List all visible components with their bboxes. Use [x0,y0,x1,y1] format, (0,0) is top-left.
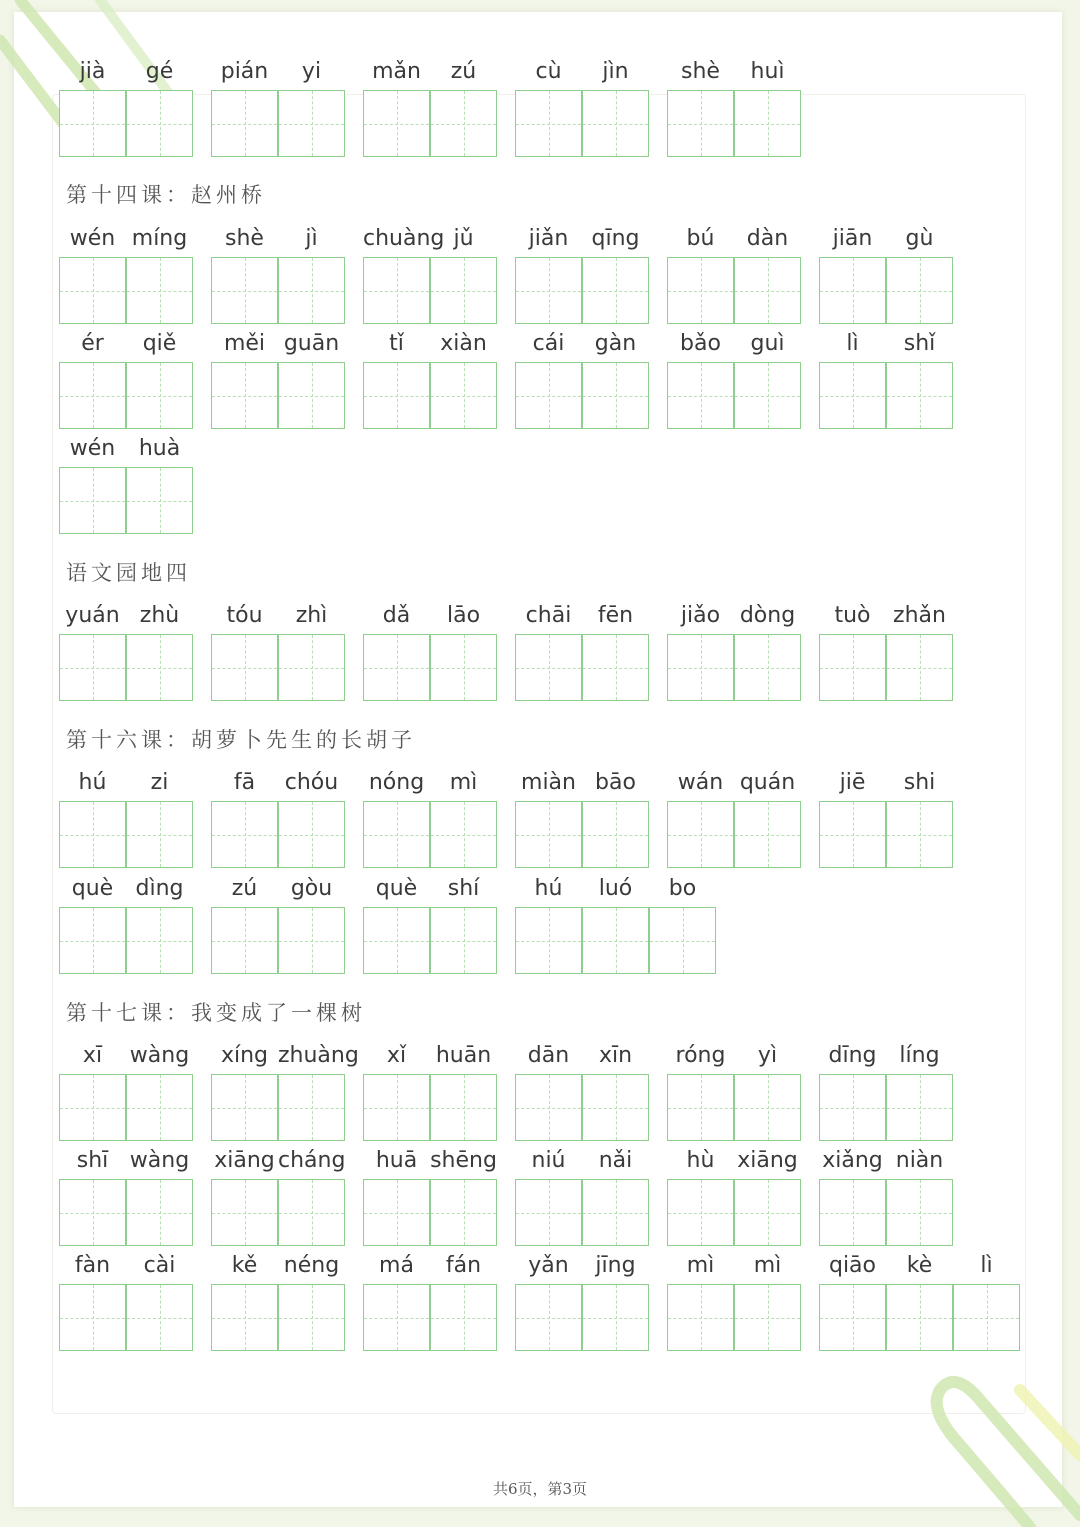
pinyin-label: jiān [832,226,873,251]
writing-cell[interactable] [126,90,193,157]
pinyin-label: xiāng [214,1148,275,1173]
writing-cell[interactable] [126,907,193,974]
writing-cell[interactable] [278,257,345,324]
writing-cell[interactable] [515,1179,582,1246]
pinyin-label: shè [681,59,720,84]
writing-cell[interactable] [126,1284,193,1351]
pinyin-label: ér [81,331,104,356]
writing-cell[interactable] [819,257,886,324]
writing-cell[interactable] [734,362,801,429]
pinyin-label: tuò [834,603,871,628]
pinyin-label: zú [231,876,258,901]
writing-cell[interactable] [515,907,582,974]
pinyin-label: cháng [278,1148,346,1173]
pinyin-label: huì [750,59,785,84]
writing-cell[interactable] [211,907,278,974]
pinyin-label: shǐ [903,331,936,356]
pinyin-label: tǐ [389,331,404,356]
pinyin-label: xiāng [737,1148,798,1173]
pinyin-label: cù [535,59,562,84]
writing-cell[interactable] [734,801,801,868]
pinyin-label: fàn [74,1253,111,1278]
writing-cell[interactable] [59,1179,126,1246]
pinyin-label: zhì [295,603,328,628]
writing-cell[interactable] [667,634,734,701]
writing-cell[interactable] [582,362,649,429]
pinyin-label: jiǎn [528,226,569,251]
writing-cell[interactable] [278,1179,345,1246]
writing-cell[interactable] [211,634,278,701]
writing-cell[interactable] [278,362,345,429]
pinyin-label: wén [69,436,116,461]
writing-cell[interactable] [363,1074,430,1141]
writing-cell[interactable] [667,1074,734,1141]
pinyin-label: dīng [828,1043,877,1068]
pinyin-label: shi [903,770,936,795]
pinyin-label: shí [447,876,480,901]
pinyin-label: mì [686,1253,715,1278]
pinyin-label: xī [82,1043,103,1068]
writing-cell[interactable] [363,1179,430,1246]
pinyin-label: bǎo [680,331,721,356]
pinyin-label: jiē [839,770,866,795]
writing-cell[interactable] [886,634,953,701]
writing-cell[interactable] [278,1074,345,1141]
pinyin-label: zú [450,59,477,84]
pinyin-label: mǎn [372,59,421,84]
writing-cell[interactable] [667,362,734,429]
pinyin-label: lāo [446,603,481,628]
writing-cell[interactable] [430,90,497,157]
pinyin-label: zhù [139,603,180,628]
pinyin-label: zhǎn [893,603,946,628]
writing-cell[interactable] [211,1284,278,1351]
pinyin-label: chuàng [363,226,445,251]
pinyin-label: jià [79,59,106,84]
writing-cell[interactable] [649,907,716,974]
pinyin-label: néng [283,1253,340,1278]
writing-cell[interactable] [211,1179,278,1246]
writing-cell[interactable] [582,257,649,324]
pinyin-label: wán [677,770,724,795]
pinyin-label: měi [223,331,266,356]
writing-cell[interactable] [515,634,582,701]
pinyin-label: lì [846,331,859,356]
pinyin-label: dàn [746,226,789,251]
pinyin-label: gòu [290,876,333,901]
pinyin-label: lì [980,1253,993,1278]
pinyin-label: jì [305,226,318,251]
writing-cell[interactable] [59,90,126,157]
writing-cell[interactable] [819,362,886,429]
pinyin-label: hù [686,1148,715,1173]
pinyin-label: dān [527,1043,570,1068]
pinyin-label: cái [532,331,565,356]
writing-cell[interactable] [126,467,193,534]
writing-cell[interactable] [363,907,430,974]
writing-cell[interactable] [582,801,649,868]
pinyin-label: nóng [368,770,425,795]
pinyin-label: mì [753,1253,782,1278]
pinyin-label: wàng [129,1043,190,1068]
pinyin-label: chóu [284,770,339,795]
writing-cell[interactable] [59,907,126,974]
pinyin-label: gé [145,59,174,84]
writing-cell[interactable] [667,257,734,324]
pinyin-label: xīn [598,1043,633,1068]
lesson-14-heading: 第十四课：赵州桥 [66,183,266,207]
writing-cell[interactable] [363,90,430,157]
pinyin-label: zi [150,770,169,795]
writing-cell[interactable] [211,1074,278,1141]
pinyin-label: má [379,1253,414,1278]
writing-cell[interactable] [886,1284,953,1351]
writing-cell[interactable] [59,362,126,429]
writing-cell[interactable] [430,634,497,701]
pinyin-label: luó [598,876,633,901]
writing-cell[interactable] [278,801,345,868]
pinyin-label: xǐ [386,1043,407,1068]
pinyin-label: tóu [226,603,263,628]
writing-cell[interactable] [363,257,430,324]
pinyin-label: niú [531,1148,566,1173]
writing-cell[interactable] [734,1179,801,1246]
pinyin-label: jiǎo [680,603,721,628]
pinyin-label: kě [231,1253,258,1278]
pinyin-label: niàn [895,1148,944,1173]
pinyin-label: dòng [739,603,796,628]
pinyin-label: shī [76,1148,109,1173]
pinyin-label: wén [69,226,116,251]
writing-cell[interactable] [819,801,886,868]
writing-cell[interactable] [430,1074,497,1141]
writing-cell[interactable] [819,1179,886,1246]
pinyin-label: cài [143,1253,176,1278]
pinyin-label: xiàn [440,331,487,356]
writing-cell[interactable] [363,362,430,429]
pinyin-label: chāi [525,603,572,628]
writing-cell[interactable] [515,801,582,868]
writing-cell[interactable] [211,801,278,868]
pinyin-label: gàn [594,331,637,356]
writing-cell[interactable] [667,801,734,868]
writing-cell[interactable] [363,1284,430,1351]
writing-cell[interactable] [278,907,345,974]
pinyin-label: bú [686,226,715,251]
writing-cell[interactable] [278,1284,345,1351]
pinyin-label: nǎi [598,1148,633,1173]
writing-cell[interactable] [126,362,193,429]
writing-cell[interactable] [59,801,126,868]
pinyin-label: fán [445,1253,482,1278]
writing-cell[interactable] [734,1284,801,1351]
pinyin-label: bāo [595,770,636,795]
pinyin-label: pián [220,59,269,84]
pinyin-label: quán [739,770,796,795]
pinyin-label: líng [899,1043,940,1068]
writing-cell[interactable] [515,362,582,429]
writing-cell[interactable] [430,1179,497,1246]
pinyin-label: dìng [135,876,184,901]
writing-cell[interactable] [582,1179,649,1246]
writing-cell[interactable] [430,362,497,429]
writing-cell[interactable] [582,90,649,157]
lesson-17-heading: 第十七课：我变成了一棵树 [66,1001,366,1025]
writing-cell[interactable] [734,90,801,157]
writing-cell[interactable] [278,634,345,701]
pinyin-label: kè [906,1253,933,1278]
writing-cell[interactable] [211,362,278,429]
writing-cell[interactable] [582,1074,649,1141]
writing-cell[interactable] [126,634,193,701]
writing-cell[interactable] [126,257,193,324]
writing-cell[interactable] [59,257,126,324]
yuwen-yuandi-4-heading: 语文园地四 [66,561,191,585]
lesson-16-heading: 第十六课：胡萝卜先生的长胡子 [66,728,416,752]
pinyin-label: fā [233,770,256,795]
pinyin-label: róng [675,1043,726,1068]
pinyin-label: dǎ [382,603,411,628]
pinyin-label: hú [78,770,107,795]
writing-cell[interactable] [126,1179,193,1246]
pinyin-label: qīng [591,226,640,251]
writing-cell[interactable] [515,1284,582,1351]
writing-cell[interactable] [59,1284,126,1351]
pinyin-label: xiǎng [822,1148,883,1173]
page-footer: 共6页，第3页 [492,1480,588,1498]
pinyin-label: yǎn [528,1253,569,1278]
pinyin-label: què [375,876,418,901]
writing-cell[interactable] [515,1074,582,1141]
pinyin-label: guān [283,331,340,356]
writing-cell[interactable] [211,257,278,324]
pinyin-label: zhuàng [278,1043,359,1068]
writing-cell[interactable] [59,634,126,701]
writing-cell[interactable] [819,1284,886,1351]
writing-cell[interactable] [430,907,497,974]
pinyin-label: guì [750,331,785,356]
pinyin-label: yi [301,59,322,84]
writing-cell[interactable] [953,1284,1020,1351]
writing-cell[interactable] [886,362,953,429]
writing-cell[interactable] [667,1179,734,1246]
pinyin-label: qiě [142,331,177,356]
writing-cell[interactable] [59,467,126,534]
writing-cell[interactable] [515,90,582,157]
pinyin-label: qiāo [828,1253,877,1278]
pinyin-label: què [71,876,114,901]
pinyin-label: jīng [595,1253,636,1278]
pinyin-label: huān [435,1043,492,1068]
writing-cell[interactable] [59,1074,126,1141]
writing-cell[interactable] [430,801,497,868]
pinyin-label: gù [905,226,934,251]
pinyin-label: shēng [430,1148,497,1173]
pinyin-label: huà [138,436,181,461]
writing-cell[interactable] [363,801,430,868]
writing-cell[interactable] [734,1074,801,1141]
pinyin-label: yuán [65,603,120,628]
pinyin-label: bo [668,876,697,901]
pinyin-label: mì [449,770,478,795]
pinyin-label: hú [534,876,563,901]
writing-cell[interactable] [278,90,345,157]
writing-cell[interactable] [667,90,734,157]
pinyin-label: míng [131,226,188,251]
writing-cell[interactable] [886,1179,953,1246]
writing-cell[interactable] [886,257,953,324]
writing-cell[interactable] [211,90,278,157]
pinyin-label: wàng [129,1148,190,1173]
writing-cell[interactable] [582,1284,649,1351]
pinyin-label: yì [757,1043,778,1068]
pinyin-label: jǔ [453,226,474,251]
writing-cell[interactable] [363,634,430,701]
writing-cell[interactable] [515,257,582,324]
writing-cell[interactable] [126,801,193,868]
writing-cell[interactable] [819,1074,886,1141]
pinyin-label: huā [375,1148,418,1173]
writing-cell[interactable] [430,257,497,324]
writing-cell[interactable] [734,634,801,701]
writing-cell[interactable] [667,1284,734,1351]
pinyin-label: miàn [521,770,576,795]
writing-cell[interactable] [582,634,649,701]
pinyin-label: shè [225,226,264,251]
writing-cell[interactable] [582,907,649,974]
pinyin-label: jìn [602,59,629,84]
writing-cell[interactable] [734,257,801,324]
writing-cell[interactable] [886,801,953,868]
pinyin-label: fēn [597,603,634,628]
writing-cell[interactable] [819,634,886,701]
writing-cell[interactable] [430,1284,497,1351]
writing-cell[interactable] [886,1074,953,1141]
pinyin-label: xíng [220,1043,269,1068]
writing-cell[interactable] [126,1074,193,1141]
